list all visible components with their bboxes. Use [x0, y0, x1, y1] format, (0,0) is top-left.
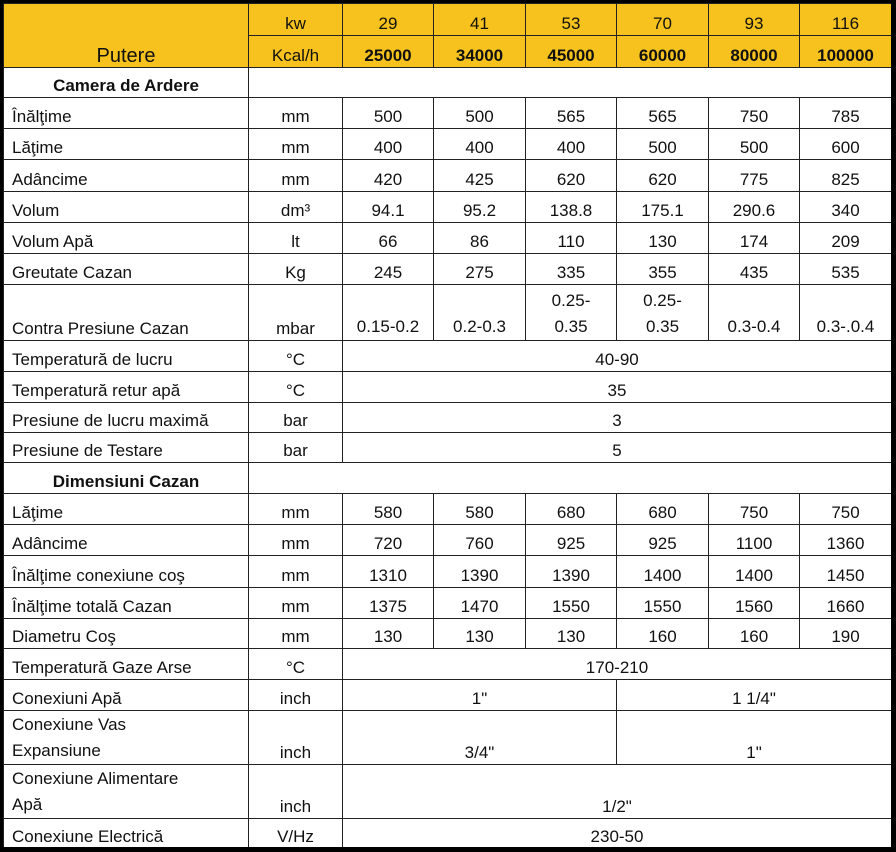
- cell-value: 535: [800, 254, 892, 285]
- table-row: [4, 341, 892, 372]
- cell-value-span: 35: [343, 372, 892, 403]
- cell-value: 785: [800, 98, 892, 129]
- cell-value: 500: [434, 98, 526, 129]
- cell-value-span: 170-210: [343, 649, 892, 680]
- cell-value: 94.1: [343, 192, 434, 223]
- section-row: [4, 463, 892, 494]
- row-label: Presiune de Testare: [4, 433, 249, 463]
- cell-value: 1375: [343, 588, 434, 619]
- row-label: Temperatură retur apă: [4, 372, 249, 403]
- cell-value: 1100: [709, 525, 800, 556]
- cell-value: 720: [343, 525, 434, 556]
- cell-value: 1400: [617, 556, 709, 588]
- cell-value: 680: [617, 494, 709, 525]
- table-row: [4, 403, 892, 433]
- cell-value: 0.25- 0.35: [526, 285, 617, 341]
- row-unit: mbar: [249, 285, 343, 341]
- cell-value: 435: [709, 254, 800, 285]
- row-unit: Kg: [249, 254, 343, 285]
- cell-value: 245: [343, 254, 434, 285]
- cell-value: 174: [709, 223, 800, 254]
- row-label: Presiune de lucru maximă: [4, 403, 249, 433]
- cell-value: 0.3-0.4: [709, 285, 800, 341]
- table-row: [4, 765, 892, 819]
- cell-value: 580: [343, 494, 434, 525]
- table-row: [4, 98, 892, 129]
- cell-value: 190: [800, 619, 892, 649]
- cell-value: 209: [800, 223, 892, 254]
- row-label: Conexiune Alimentare Apă: [4, 765, 249, 819]
- row-unit: mm: [249, 525, 343, 556]
- cell-value: 565: [617, 98, 709, 129]
- kw-value: 41: [434, 4, 526, 36]
- cell-value: 1560: [709, 588, 800, 619]
- cell-value: 1390: [434, 556, 526, 588]
- row-label: Contra Presiune Cazan: [4, 285, 249, 341]
- cell-value: 340: [800, 192, 892, 223]
- cell-value: 420: [343, 160, 434, 192]
- row-label: Conexiune Electrică: [4, 819, 249, 848]
- cell-value: 66: [343, 223, 434, 254]
- row-unit: mm: [249, 619, 343, 649]
- row-unit: inch: [249, 765, 343, 819]
- row-unit: inch: [249, 711, 343, 765]
- kcal-value: 100000: [800, 36, 892, 68]
- cell-value: 0.2-0.3: [434, 285, 526, 341]
- table-row: [4, 711, 892, 765]
- kw-value: 53: [526, 4, 617, 36]
- cell-value: 1360: [800, 525, 892, 556]
- cell-value: 500: [617, 129, 709, 160]
- row-unit: mm: [249, 588, 343, 619]
- row-unit: bar: [249, 433, 343, 463]
- table-row: [4, 223, 892, 254]
- cell-value: 620: [617, 160, 709, 192]
- cell-value: 160: [617, 619, 709, 649]
- section-title-dimensiuni: Dimensiuni Cazan: [4, 463, 249, 494]
- cell-value: 620: [526, 160, 617, 192]
- row-unit: inch: [249, 680, 343, 711]
- table-row: [4, 254, 892, 285]
- cell-value: 680: [526, 494, 617, 525]
- table-row: [4, 129, 892, 160]
- cell-value: 825: [800, 160, 892, 192]
- cell-value: 400: [434, 129, 526, 160]
- cell-value: 750: [800, 494, 892, 525]
- cell-value: 130: [526, 619, 617, 649]
- row-label: Înălţime conexiune coş: [4, 556, 249, 588]
- header-row-kw: [4, 4, 892, 36]
- table-row: [4, 433, 892, 463]
- row-unit: bar: [249, 403, 343, 433]
- section-title-camera: Camera de Ardere: [4, 68, 249, 98]
- table-row: [4, 588, 892, 619]
- cell-value: 0.3-.0.4: [800, 285, 892, 341]
- row-label: Volum Apă: [4, 223, 249, 254]
- cell-value: 925: [617, 525, 709, 556]
- row-unit: lt: [249, 223, 343, 254]
- kcal-unit: Kcal/h: [249, 36, 343, 68]
- cell-value: 110: [526, 223, 617, 254]
- cell-value: 600: [800, 129, 892, 160]
- cell-value: 95.2: [434, 192, 526, 223]
- row-unit: dm³: [249, 192, 343, 223]
- kcal-value: 34000: [434, 36, 526, 68]
- cell-value-span: 1": [617, 711, 892, 765]
- row-label: Temperatură Gaze Arse: [4, 649, 249, 680]
- cell-value: 500: [709, 129, 800, 160]
- table-row: [4, 819, 892, 848]
- cell-value: 86: [434, 223, 526, 254]
- cell-value: 175.1: [617, 192, 709, 223]
- cell-value: 500: [343, 98, 434, 129]
- kcal-value: 25000: [343, 36, 434, 68]
- row-label: Temperatură de lucru: [4, 341, 249, 372]
- cell-value-span: 40-90: [343, 341, 892, 372]
- row-unit: mm: [249, 556, 343, 588]
- cell-value-span: 1 1/4": [617, 680, 892, 711]
- section-row: [4, 68, 892, 98]
- row-label: Înălţime: [4, 98, 249, 129]
- kcal-value: 60000: [617, 36, 709, 68]
- table-row: [4, 285, 892, 341]
- kcal-value: 80000: [709, 36, 800, 68]
- row-unit: mm: [249, 160, 343, 192]
- table-row: [4, 525, 892, 556]
- cell-value: 130: [617, 223, 709, 254]
- kw-value: 29: [343, 4, 434, 36]
- section-spacer: [249, 463, 892, 494]
- cell-value: 925: [526, 525, 617, 556]
- cell-value: 1470: [434, 588, 526, 619]
- row-label: Conexiune Vas Expansiune: [4, 711, 249, 765]
- cell-value: 1660: [800, 588, 892, 619]
- cell-value: 1390: [526, 556, 617, 588]
- cell-value: 580: [434, 494, 526, 525]
- section-spacer: [249, 68, 892, 98]
- table-row: [4, 649, 892, 680]
- row-unit: mm: [249, 98, 343, 129]
- row-label: Diametru Coş: [4, 619, 249, 649]
- cell-value: 1550: [526, 588, 617, 619]
- cell-value-span: 3: [343, 403, 892, 433]
- kw-unit: kw: [249, 4, 343, 36]
- cell-value: 130: [434, 619, 526, 649]
- row-label: Lăţime: [4, 494, 249, 525]
- row-unit: mm: [249, 129, 343, 160]
- cell-value: 355: [617, 254, 709, 285]
- cell-value: 1450: [800, 556, 892, 588]
- spec-table-frame: [3, 3, 891, 847]
- cell-value-span: 3/4": [343, 711, 617, 765]
- cell-value: 1310: [343, 556, 434, 588]
- cell-value-span: 1": [343, 680, 617, 711]
- row-label: Greutate Cazan: [4, 254, 249, 285]
- cell-value: 0.25- 0.35: [617, 285, 709, 341]
- cell-value-span: 1/2": [343, 765, 892, 819]
- putere-header: Putere: [4, 4, 249, 68]
- cell-value: 775: [709, 160, 800, 192]
- row-label: Adâncime: [4, 160, 249, 192]
- cell-value: 425: [434, 160, 526, 192]
- cell-value: 400: [526, 129, 617, 160]
- row-label: Înălţime totală Cazan: [4, 588, 249, 619]
- cell-value: 0.15-0.2: [343, 285, 434, 341]
- row-unit: °C: [249, 372, 343, 403]
- cell-value: 130: [343, 619, 434, 649]
- row-label: Adâncime: [4, 525, 249, 556]
- cell-value-span: 5: [343, 433, 892, 463]
- cell-value: 1400: [709, 556, 800, 588]
- row-unit: V/Hz: [249, 819, 343, 848]
- table-row: [4, 680, 892, 711]
- cell-value: 290.6: [709, 192, 800, 223]
- row-unit: °C: [249, 649, 343, 680]
- row-label: Volum: [4, 192, 249, 223]
- cell-value: 160: [709, 619, 800, 649]
- cell-value: 400: [343, 129, 434, 160]
- kcal-value: 45000: [526, 36, 617, 68]
- cell-value: 275: [434, 254, 526, 285]
- cell-value: 750: [709, 98, 800, 129]
- table-row: [4, 494, 892, 525]
- row-label: Lăţime: [4, 129, 249, 160]
- row-unit: °C: [249, 341, 343, 372]
- cell-value: 750: [709, 494, 800, 525]
- table-row: [4, 619, 892, 649]
- table-row: [4, 192, 892, 223]
- boiler-spec-table: [3, 3, 891, 847]
- kw-value: 93: [709, 4, 800, 36]
- cell-value: 1550: [617, 588, 709, 619]
- cell-value: 565: [526, 98, 617, 129]
- table-row: [4, 160, 892, 192]
- table-row: [4, 556, 892, 588]
- kw-value: 116: [800, 4, 892, 36]
- row-unit: mm: [249, 494, 343, 525]
- cell-value: 760: [434, 525, 526, 556]
- table-row: [4, 372, 892, 403]
- cell-value-span: 230-50: [343, 819, 892, 848]
- cell-value: 335: [526, 254, 617, 285]
- kw-value: 70: [617, 4, 709, 36]
- row-label: Conexiuni Apă: [4, 680, 249, 711]
- cell-value: 138.8: [526, 192, 617, 223]
